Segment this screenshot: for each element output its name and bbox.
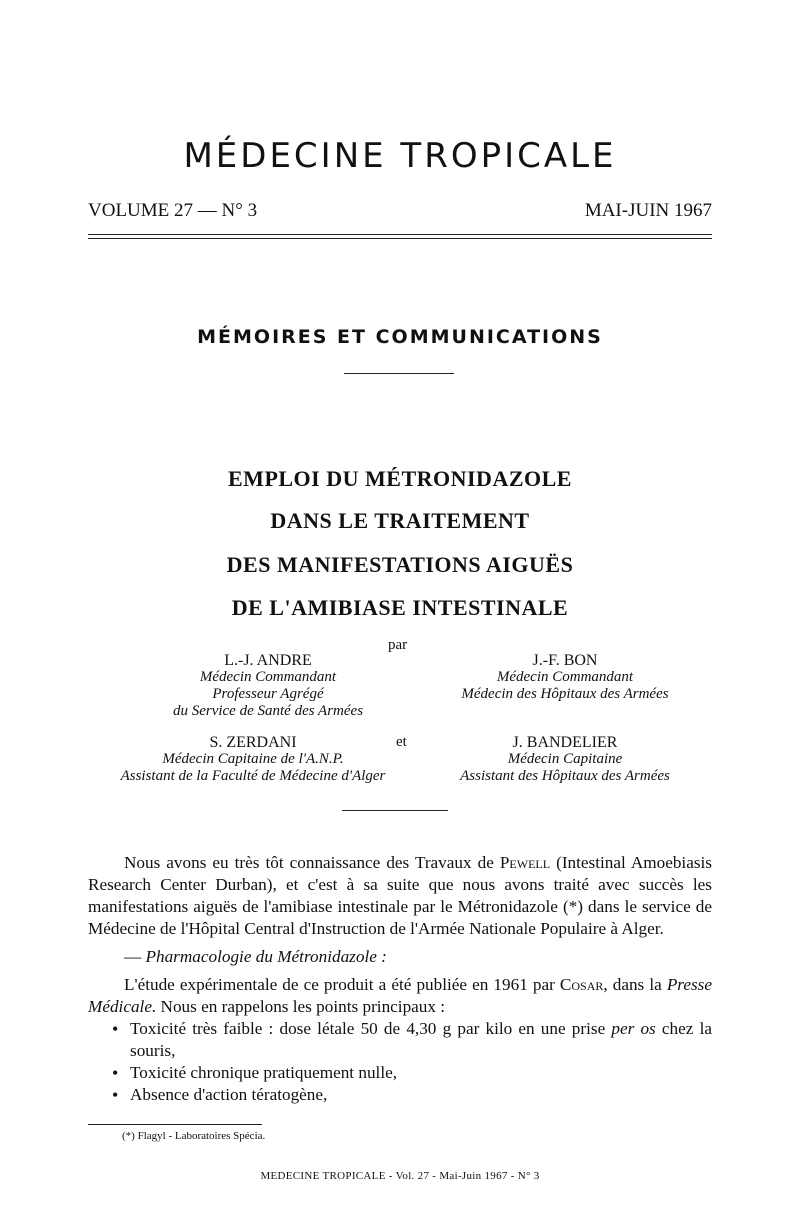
author-role: Assistant des Hôpitaux des Armées	[460, 768, 670, 784]
text-run: , dans la	[603, 975, 667, 994]
text-run: L'étude expérimentale de ce produit a été publiée en 1961 par	[124, 975, 560, 994]
author-reference: Pewell	[499, 853, 551, 872]
subheading-text: Pharmacologie du Métronidazole :	[145, 947, 387, 966]
author-role: Professeur Agrégé	[212, 686, 324, 702]
list-item: • Toxicité chronique pratiquement nulle,	[112, 1062, 712, 1084]
author-role: Médecin Capitaine	[507, 751, 623, 767]
author-role: Assistant de la Faculté de Médecine d'Alger	[120, 768, 386, 784]
volume-number: VOLUME 27 — N° 3	[88, 200, 258, 221]
article-title-line-4: DE L'AMIBIASE INTESTINALE	[231, 595, 569, 620]
author-role: Médecin Capitaine de l'A.N.P.	[162, 751, 344, 767]
author-bon	[420, 652, 710, 703]
author-role: du Service de Santé des Armées	[172, 703, 364, 719]
text-run: Nous avons eu très tôt connaissance des Travaux de	[124, 853, 500, 872]
text-run: —	[124, 947, 146, 966]
author-name: S. ZERDANI	[209, 734, 297, 751]
author-reference: Cosar	[559, 975, 604, 994]
pharmacology-paragraph	[88, 974, 712, 1018]
author-bandelier	[420, 734, 710, 785]
section-title: MÉMOIRES ET COMMUNICATIONS	[197, 326, 603, 348]
text-run: chez la souris,	[130, 1019, 712, 1060]
header-rule-bottom	[88, 238, 712, 239]
author-zerdani	[88, 734, 418, 785]
article-title-line-2: DANS LE TRAITEMENT	[270, 508, 530, 533]
author-name: L.-J. ANDRE	[224, 652, 312, 669]
subheading	[88, 946, 712, 968]
author-andre	[118, 652, 418, 720]
footnote: (*) Flagyl - Laboratoires Spécia.	[122, 1130, 266, 1142]
text-run: Toxicité très faible : dose létale 50 de 4,30 g par kilo en une prise	[130, 1019, 612, 1038]
author-name: J. BANDELIER	[512, 734, 618, 751]
et-label: et	[396, 734, 407, 750]
header-rule-top	[88, 234, 712, 235]
section-divider	[344, 373, 454, 374]
article-title-line-1: EMPLOI DU MÉTRONIDAZOLE	[228, 466, 572, 491]
author-role: Médecin Commandant	[496, 669, 634, 685]
text-run: (Intestinal Amoebiasis Research Center Durban), et c'est à sa suite que nous avons traité avec succès les manifestations aiguës de l'amibiase intestinale par le Métronidazole (*) dans le service de Médecine de l'Hôpital Central d'Instruction de l'Armée Nationale Populaire à Alger.	[88, 853, 712, 938]
authors-divider	[342, 810, 448, 811]
page-footer: MEDECINE TROPICALE - Vol. 27 - Mai-Juin 1967 - N° 3	[260, 1170, 540, 1182]
list-item: • Absence d'action tératogène,	[112, 1084, 712, 1106]
intro-paragraph	[88, 852, 712, 940]
bullet-list	[88, 1018, 712, 1106]
text-run: per os	[611, 1019, 656, 1038]
article-title-line-3: DES MANIFESTATIONS AIGUËS	[226, 552, 574, 577]
author-role: Médecin des Hôpitaux des Armées	[461, 686, 669, 702]
text-run: Nous en rappelons les points principaux :	[156, 997, 446, 1016]
author-name: J.-F. BON	[532, 652, 598, 669]
journal-title: MÉDECINE TROPICALE	[183, 136, 617, 176]
footnote-rule	[88, 1124, 262, 1125]
issue-date: MAI-JUIN 1967	[584, 200, 712, 221]
list-item	[112, 1018, 712, 1062]
journal-reference: Presse Médicale.	[88, 975, 712, 1016]
author-role: Médecin Commandant	[199, 669, 337, 685]
par-label: par	[388, 637, 408, 653]
article-body	[88, 852, 712, 1106]
